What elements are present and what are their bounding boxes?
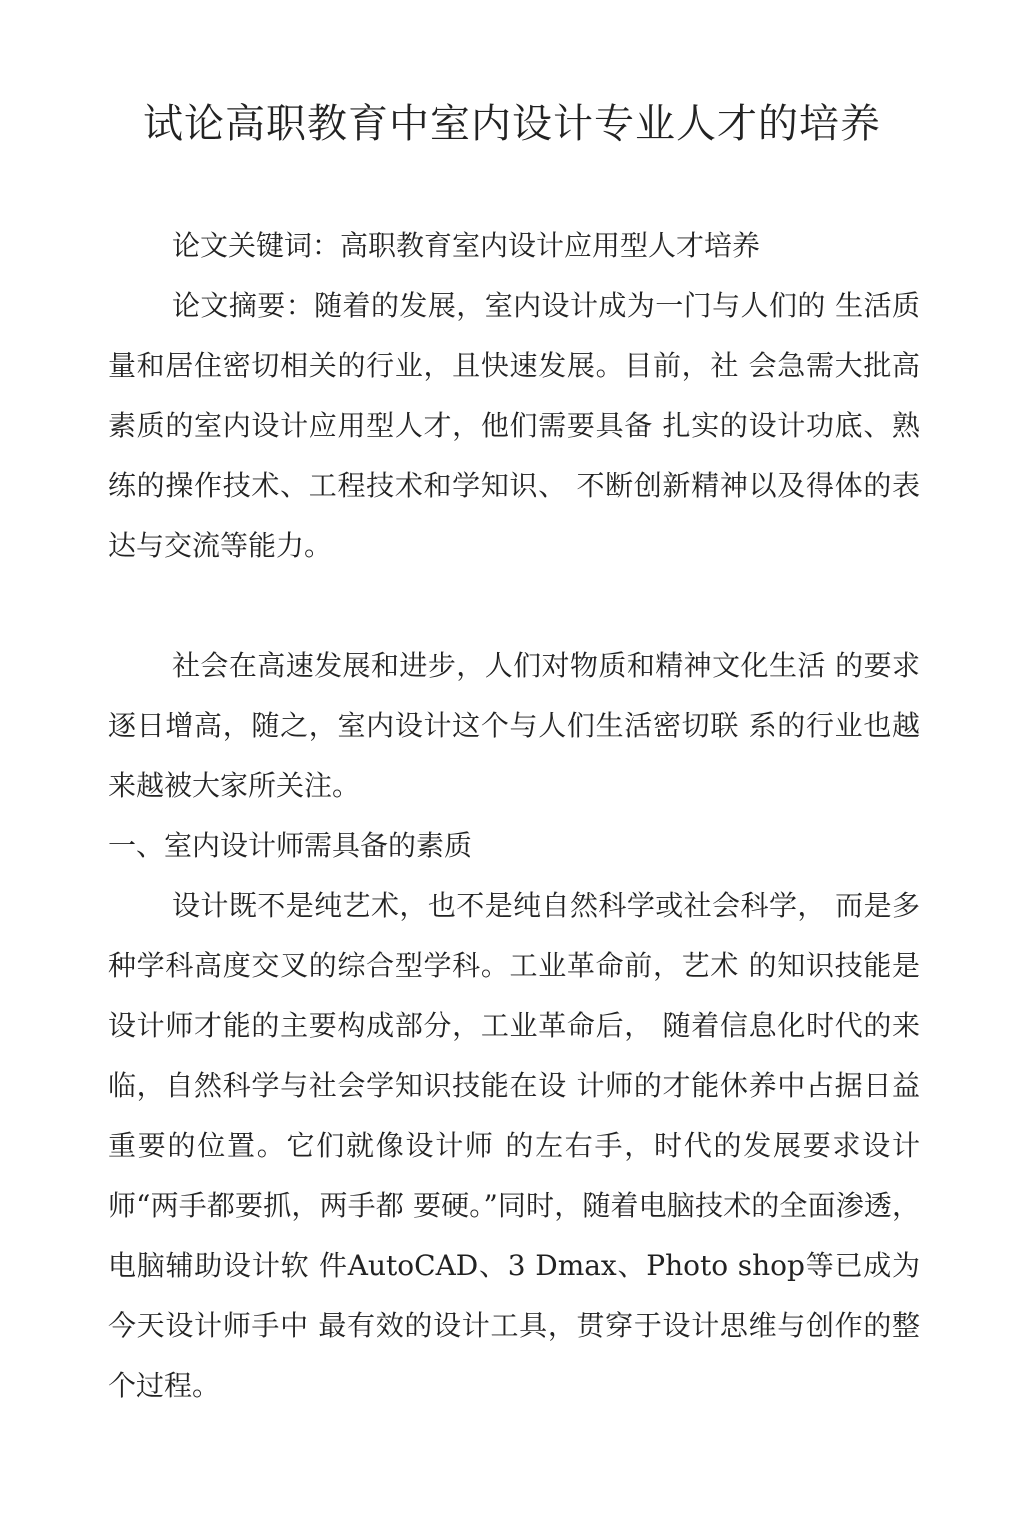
document-title: 试论高职教育中室内设计专业人才的培养 (143, 101, 881, 147)
body-paragraph-intro: 社会在高速发展和进步，人们对物质和精神文化生活 的要求逐日增高，随之，室内设计这个与人们生活密切联 系的行业也越来越被大家所关注。 (108, 649, 920, 802)
section-heading: 一、室内设计师需具备的素质 (108, 829, 473, 862)
abstract-paragraph: 论文摘要：随着的发展，室内设计成为一门与人们的 生活质量和居住密切相关的行业，且快速发展。目前，社 会急需大批高素质的室内设计应用型人才，他们需要具备 扎实的设计功底、熟练的操作技术、工程技术和学知识、 不断创新精神以及得体的表达与交流等能力。 (108, 289, 920, 562)
keywords-line: 论文关键词：高职教育室内设计应用型人才培养 (172, 229, 761, 262)
body-paragraph-qualities: 设计既不是纯艺术，也不是纯自然科学或社会科学， 而是多种学科高度交叉的综合型学科。工业革命前，艺术 的知识技能是设计师才能的主要构成部分，工业革命后， 随着信息化时代的来临，自然科学与社会学知识技能在设 计师的才能休养中占据日益重要的位置。它们就像设计师 的左右手，时代的发展要求设计师“两手都要抓，两手都 要硬。”同时，随着电脑技术的全面渗透，电脑辅助设计软 件AutoCAD、3 Dmax、Photo shop等已成为今天设计师手中 最有效的设计工具，贯穿于设计思维与创作的整个过程。 (108, 889, 920, 1402)
